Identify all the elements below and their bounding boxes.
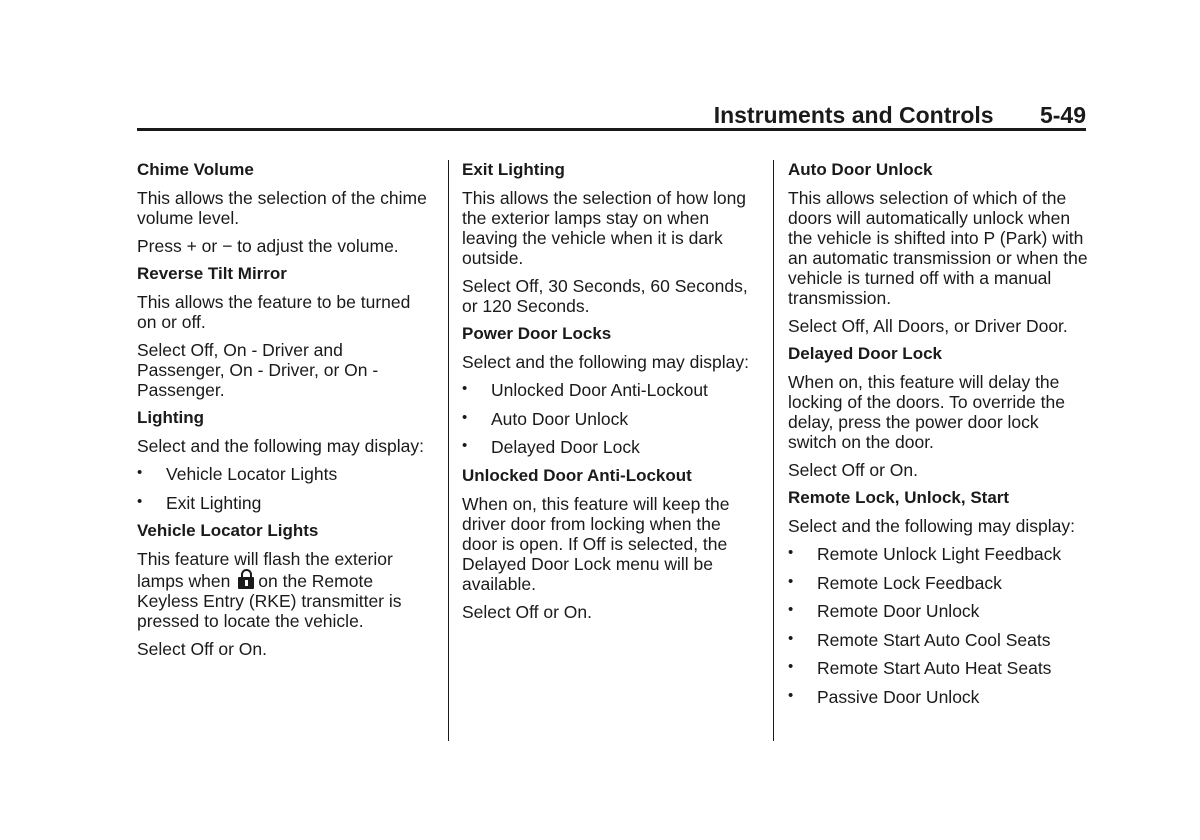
- paragraph: This allows the selection of how long the exterior lamps stay on when leaving the vehicle when it is dark outside.: [462, 188, 747, 268]
- paragraph: Select Off or On.: [462, 601, 593, 622]
- section-title: Instruments and Controls: [713, 102, 994, 128]
- heading-remote-lock-unlock-start: Remote Lock, Unlock, Start: [788, 488, 1010, 507]
- paragraph: Select Off, 30 Seconds, 60 Seconds, or 120 Seconds.: [462, 276, 748, 316]
- heading-power-door-locks: Power Door Locks: [462, 324, 612, 343]
- page-header: [137, 100, 1086, 130]
- column-3: [788, 160, 1088, 715]
- heading-lighting: Lighting: [137, 408, 205, 427]
- paragraph: This allows the feature to be turned on or off.: [137, 292, 411, 332]
- list-item: • Auto Door Unlock: [462, 409, 754, 429]
- column-divider-1: [448, 160, 449, 741]
- paragraph: When on, this feature will keep the driver door from locking when the door is open. If Off is selected, the Delayed Door Lock menu will be available.: [462, 493, 730, 594]
- paragraph: This allows the selection of the chime volume level.: [137, 188, 427, 228]
- paragraph: Select and the following may display:: [462, 352, 749, 372]
- list-item: • Remote Lock Feedback: [788, 573, 1088, 593]
- paragraph: This allows selection of which of the doors will automatically unlock when the vehicle is shifted into P (Park) with an automatic transmission or when the vehicle is turned off with a manual transmission.: [788, 188, 1088, 308]
- list-item: • Remote Unlock Light Feedback: [788, 544, 1088, 564]
- header-rule: [137, 128, 1086, 131]
- heading-delayed-door-lock: Delayed Door Lock: [788, 344, 942, 363]
- paragraph: Select Off, On - Driver and Passenger, On - Driver, or On - Passenger.: [137, 340, 379, 400]
- page-number: 5-49: [1039, 102, 1086, 128]
- list-item: • Unlocked Door Anti-Lockout: [462, 380, 754, 400]
- lock-icon: [238, 569, 254, 589]
- paragraph-with-icon: [137, 549, 429, 631]
- paragraph-text: on the Remote Keyless Entry (RKE) transmitter is pressed to locate the vehicle.: [137, 571, 402, 631]
- list-item: • Remote Start Auto Heat Seats: [788, 658, 1088, 678]
- paragraph: Select and the following may display:: [788, 516, 1075, 536]
- heading-unlocked-door-anti-lockout: Unlocked Door Anti-Lockout: [462, 465, 692, 485]
- bullet-list: [137, 464, 429, 513]
- list-item: • Exit Lighting: [137, 493, 429, 513]
- paragraph: Select and the following may display:: [137, 436, 424, 456]
- list-item: • Vehicle Locator Lights: [137, 464, 429, 484]
- paragraph: Select Off, All Doors, or Driver Door.: [788, 316, 1068, 336]
- bullet-list: [788, 544, 1088, 707]
- paragraph: Press + or − to adjust the volume.: [137, 236, 399, 256]
- column-2: [462, 160, 754, 630]
- bullet-list: [462, 380, 754, 457]
- heading-vehicle-locator-lights: Vehicle Locator Lights: [137, 521, 319, 540]
- heading-auto-door-unlock: Auto Door Unlock: [788, 160, 933, 179]
- heading-chime-volume: Chime Volume: [137, 160, 254, 179]
- list-item: • Passive Door Unlock: [788, 687, 1088, 707]
- list-item: • Remote Door Unlock: [788, 601, 1088, 621]
- paragraph: When on, this feature will delay the locking of the doors. To override the delay, press the power door lock switch on the door.: [788, 372, 1065, 452]
- paragraph: Select Off or On.: [788, 460, 919, 480]
- column-1: [137, 160, 429, 667]
- heading-reverse-tilt-mirror: Reverse Tilt Mirror: [137, 264, 287, 283]
- heading-exit-lighting: Exit Lighting: [462, 160, 565, 179]
- paragraph: Select Off or On.: [137, 639, 268, 659]
- paragraph-text: This feature will flash the exterior lamps when: [137, 549, 393, 591]
- list-item: • Delayed Door Lock: [462, 437, 754, 457]
- list-item: • Remote Start Auto Cool Seats: [788, 630, 1088, 650]
- column-divider-2: [773, 160, 774, 741]
